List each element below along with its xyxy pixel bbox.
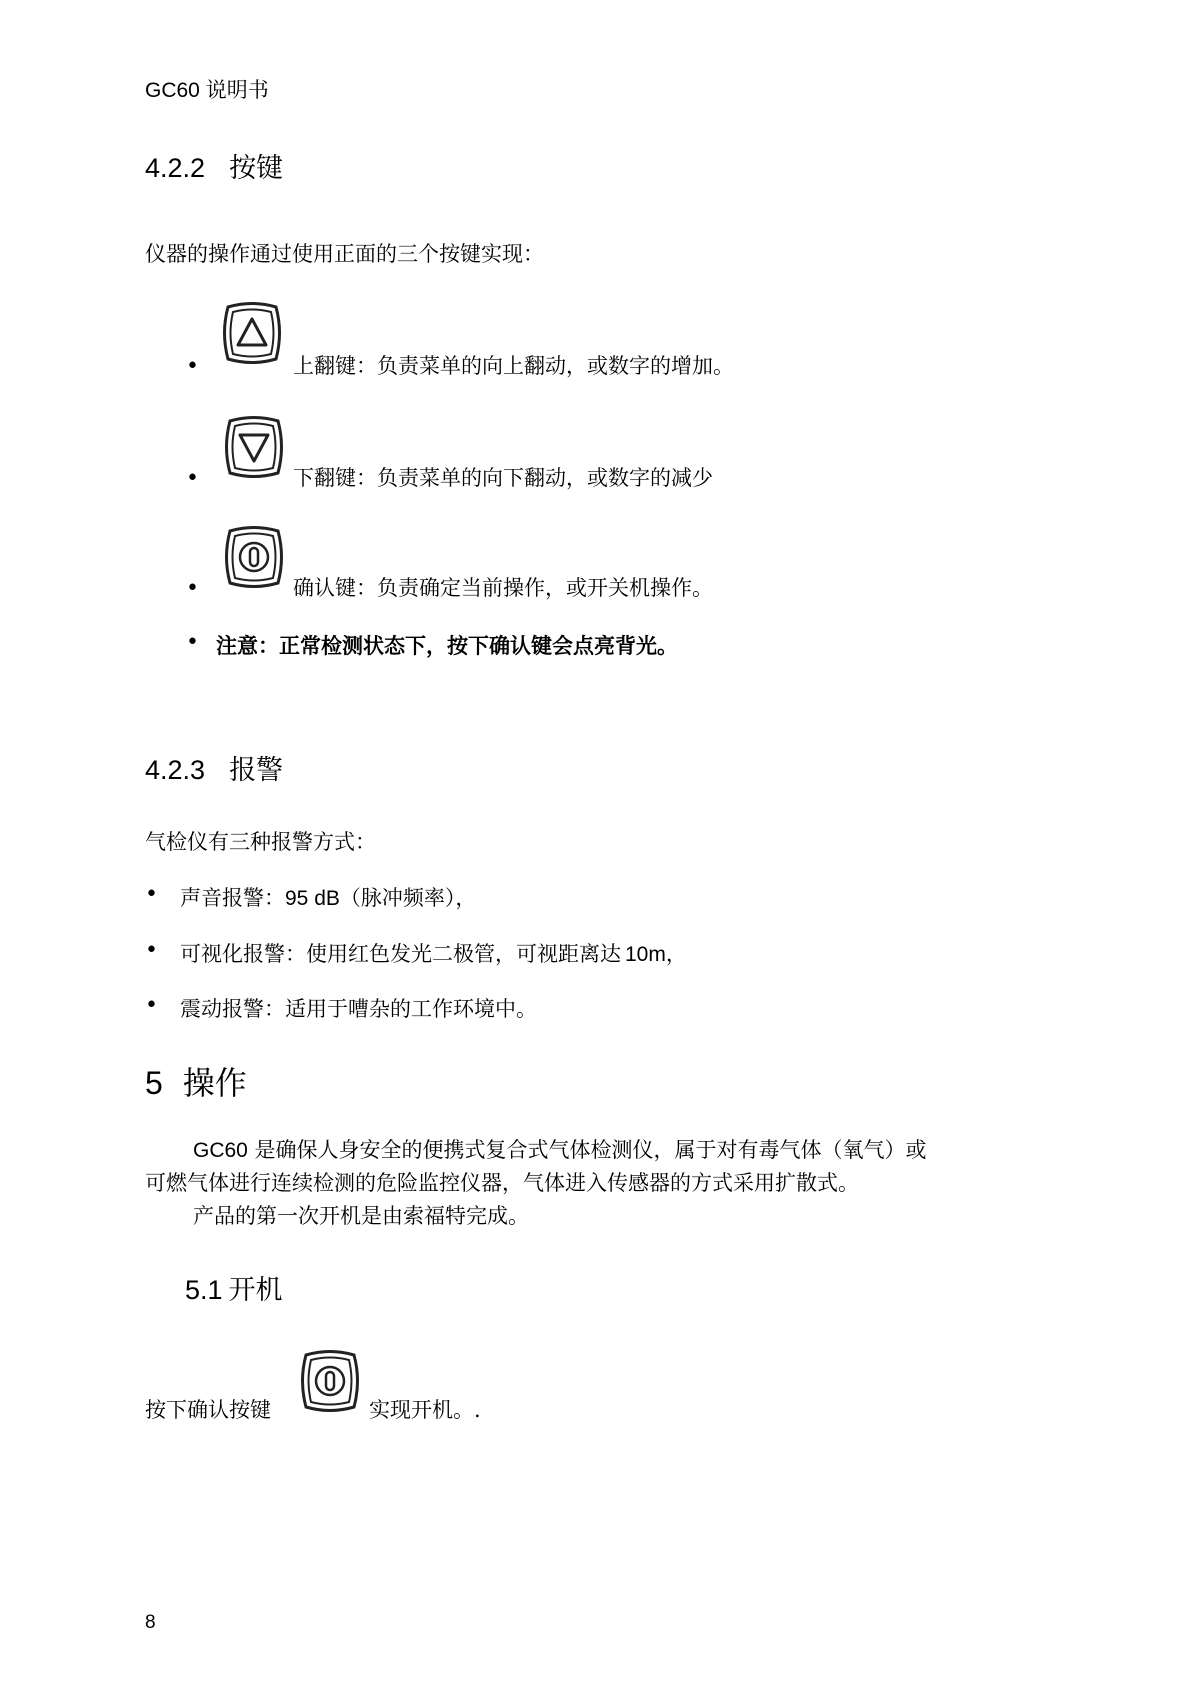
bullet-dot: • [145, 882, 158, 907]
operation-paragraph-2: 产品的第一次开机是由索福特完成。 [193, 1204, 529, 1228]
note-text: 注意：正常检测状态下，按下确认键会点亮背光。 [216, 633, 678, 658]
bullet-dot: • [186, 576, 199, 601]
operation-paragraph-1: GC60 是确保人身安全的便携式复合式气体检测仪，属于对有毒气体（氧气）或 可燃气体进行连续检测的危险监控仪器，气体进入传感器的方式采用扩散式。 [145, 1138, 927, 1195]
section-title: 操作 [182, 1064, 247, 1102]
section-title: 按键 [229, 153, 284, 184]
alarm-item-sound: 声音报警：95 dB（脉冲频率）， [180, 886, 477, 910]
section-heading-4-2-3: 4.2.3 报警 [145, 755, 284, 786]
bullet-dot: • [186, 630, 199, 655]
section-title: 开机 [228, 1275, 283, 1306]
alarm-item-visual: 可视化报警：使用红色发光二极管，可视距离达 10m， [180, 942, 687, 966]
bullet-dot: • [145, 938, 158, 963]
confirm-key-icon [218, 521, 290, 593]
down-arrow-key-icon [218, 411, 290, 483]
alarm-item-vibration: 震动报警：适用于嘈杂的工作环境中。 [180, 997, 537, 1021]
alarm-intro: 气检仪有三种报警方式： [145, 830, 376, 854]
section-intro: 仪器的操作通过使用正面的三个按键实现： [145, 242, 544, 266]
header-title: GC60 说明书 [145, 79, 269, 102]
up-arrow-key-icon [216, 297, 288, 369]
key-item-confirm-text: 确认键：负责确定当前操作，或开关机操作。 [293, 576, 713, 600]
section-title: 报警 [229, 755, 284, 786]
section-heading-5: 5 操作 [145, 1064, 247, 1102]
key-item-down-text: 下翻键：负责菜单的向下翻动，或数字的减少 [293, 466, 713, 490]
page-number: 8 [145, 1612, 156, 1633]
section-heading-4-2-2: 4.2.2 按键 [145, 153, 284, 184]
bullet-dot: • [186, 354, 199, 379]
bullet-dot: • [145, 993, 158, 1018]
confirm-key-icon [294, 1345, 366, 1417]
page-header [145, 74, 269, 104]
power-on-text-before: 按下确认按键 [145, 1398, 271, 1422]
power-on-text-after: 实现开机。. [369, 1398, 481, 1422]
key-item-up-text: 上翻键：负责菜单的向上翻动，或数字的增加。 [293, 354, 734, 378]
bullet-dot: • [186, 466, 199, 491]
section-heading-5-1: 5.1 开机 [185, 1275, 283, 1306]
